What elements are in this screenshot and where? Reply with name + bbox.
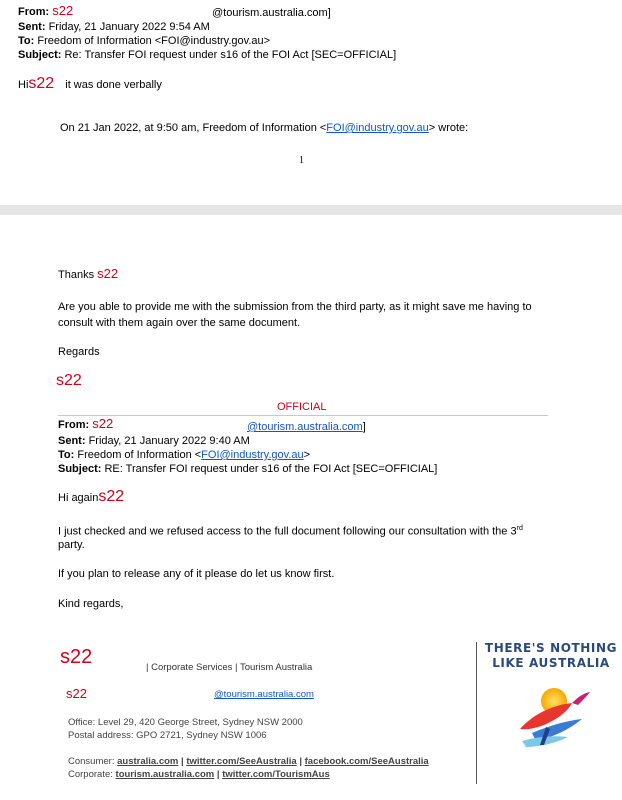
signature-corporate-row: [68, 768, 330, 781]
email2-para1-line1: Are you able to provide me with the submission from the third party, as it might save me having to: [58, 301, 532, 313]
email1-to-row: [18, 34, 270, 48]
signature-office: Office: Level 29, 420 George Street, Sydney NSW 2000: [68, 717, 303, 728]
signature-email-redaction: s22: [66, 686, 87, 701]
signature-postal: Postal address: GPO 2721, Sydney NSW 1006: [68, 730, 267, 741]
email3-para1-line2: party.: [58, 539, 85, 551]
signature-consumer-row: [68, 755, 429, 768]
brand-logo-text: [483, 641, 619, 671]
email3-para2: If you plan to release any of it please do let us know first.: [58, 568, 335, 580]
consumer-facebook-link[interactable]: facebook.com/SeeAustralia: [304, 756, 429, 767]
email1-greeting: [18, 76, 162, 93]
header-divider: [58, 415, 548, 416]
sent-value: Friday, 21 January 2022 9:40 AM: [88, 435, 250, 447]
to-email-link[interactable]: FOI@industry.gov.au: [201, 449, 304, 461]
from-suffix: ]: [362, 421, 366, 433]
kangaroo-logo-icon: [512, 683, 596, 751]
email3-greeting: [58, 489, 124, 506]
logo-line-1: THERE'S NOTHING: [484, 641, 618, 655]
email1-quote-line: [60, 120, 468, 136]
to-value: Freedom of Information <FOI@industry.gov.au>: [37, 35, 271, 47]
from-label: From:: [18, 6, 50, 18]
greeting-text: Thanks: [58, 269, 95, 281]
classification-label: OFFICIAL: [277, 401, 327, 413]
to-label: To:: [58, 449, 75, 461]
email2-sign-redaction: s22: [56, 372, 82, 389]
email3-sent-row: [58, 434, 250, 448]
consumer-twitter-link[interactable]: twitter.com/SeeAustralia: [186, 756, 297, 767]
signature-role: | Corporate Services | Tourism Australia: [146, 662, 313, 673]
separator: |: [181, 756, 184, 767]
separator: |: [299, 756, 302, 767]
sent-label: Sent:: [18, 21, 46, 33]
para1-superscript: rd: [516, 525, 523, 532]
quote-email-link[interactable]: FOI@industry.gov.au: [326, 122, 429, 134]
subject-value: RE: Transfer FOI request under s16 of the FOI Act [SEC=OFFICIAL]: [104, 463, 438, 475]
email1-sent-row: [18, 20, 210, 34]
from-redaction: s22: [52, 3, 74, 18]
signature-email: [214, 689, 314, 700]
greeting-text: Hi again: [58, 492, 99, 504]
corporate-site-link[interactable]: tourism.australia.com: [115, 769, 215, 780]
greeting-text: Hi: [18, 79, 29, 91]
page-separator: [0, 205, 622, 215]
corporate-twitter-link[interactable]: twitter.com/TourismAus: [222, 769, 330, 780]
email1-body: it was done verbally: [65, 79, 162, 91]
quote-prefix: On 21 Jan 2022, at 9:50 am, Freedom of Information <: [60, 122, 327, 134]
email1-subject-row: [18, 48, 396, 62]
page-number: 1: [299, 155, 304, 166]
email3-to-row: [58, 448, 310, 462]
consumer-label: Consumer:: [68, 756, 115, 767]
consumer-site-link[interactable]: australia.com: [117, 756, 179, 767]
logo-line-2: LIKE AUSTRALIA: [492, 656, 610, 670]
to-prefix: Freedom of Information <: [77, 449, 202, 461]
email2-regards: Regards: [58, 346, 100, 358]
email3-from-address: [247, 420, 366, 434]
separator: |: [216, 769, 220, 780]
subject-value: Re: Transfer FOI request under s16 of the FOI Act [SEC=OFFICIAL]: [64, 49, 397, 61]
corporate-label: Corporate:: [68, 769, 113, 780]
from-label: From:: [58, 419, 90, 431]
quote-suffix: > wrote:: [428, 122, 469, 134]
to-suffix: >: [303, 449, 311, 461]
greeting-redaction: s22: [98, 488, 125, 505]
subject-label: Subject:: [58, 463, 102, 475]
from-email-link[interactable]: @tourism.australia.com: [247, 421, 363, 433]
to-label: To:: [18, 35, 35, 47]
subject-label: Subject:: [18, 49, 62, 61]
email3-para1-line1: [58, 521, 523, 540]
sent-value: Friday, 21 January 2022 9:54 AM: [48, 21, 210, 33]
para1-text: I just checked and we refused access to the full document following our consultation with the 3: [58, 525, 517, 538]
greeting-redaction: s22: [28, 75, 55, 92]
email1-from-row: [18, 4, 73, 19]
email2-para1-line2: consult with them again over the same document.: [58, 317, 301, 329]
email3-closing: Kind regards,: [58, 598, 124, 610]
email2-greeting: [58, 266, 118, 283]
email1-from-domain: @tourism.australia.com]: [212, 7, 331, 19]
greeting-redaction: s22: [97, 266, 119, 281]
email3-subject-row: [58, 462, 437, 476]
signature-name-redaction: s22: [60, 646, 93, 668]
signature-divider: [476, 642, 477, 784]
sent-label: Sent:: [58, 435, 86, 447]
from-redaction: s22: [92, 416, 114, 431]
signature-email-link[interactable]: @tourism.australia.com: [214, 689, 314, 700]
email3-from-row: [58, 417, 113, 432]
